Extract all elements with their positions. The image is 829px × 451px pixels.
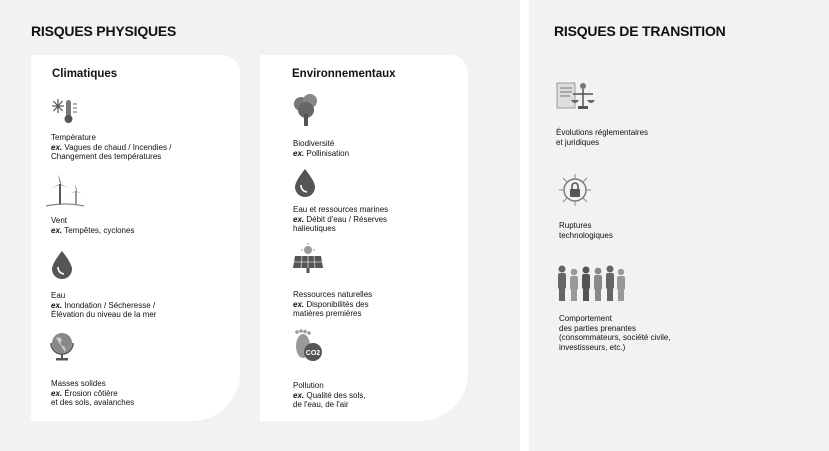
item-desc-2: Élévation du niveau de la mer bbox=[51, 310, 157, 319]
item-label: Pollution bbox=[293, 381, 324, 390]
item-desc: Disponibilités des bbox=[306, 299, 369, 309]
env-item-biodiversity bbox=[293, 139, 473, 158]
env-item-natural-resources bbox=[293, 290, 473, 319]
item-desc: Érosion côtière bbox=[64, 388, 118, 398]
item-desc: Pollinisation bbox=[306, 148, 350, 158]
physical-risks-title: RISQUES PHYSIQUES bbox=[31, 23, 177, 39]
item-desc: Qualité des sols, bbox=[306, 390, 366, 400]
wind-turbine-icon bbox=[44, 172, 86, 208]
env-item-water-marine bbox=[293, 205, 473, 234]
item-desc-2: de l'eau, de l'air bbox=[293, 400, 349, 409]
item-line-2: et juridiques bbox=[556, 137, 600, 147]
tech-lock-icon bbox=[557, 172, 593, 208]
item-line-2: des parties prenantes bbox=[559, 323, 636, 333]
item-label: Biodiversité bbox=[293, 139, 335, 148]
globe-icon bbox=[47, 330, 77, 362]
svg-text:CO2: CO2 bbox=[305, 350, 321, 357]
people-group-icon bbox=[555, 264, 627, 302]
tree-icon bbox=[291, 92, 321, 128]
example-prefix: ex. bbox=[51, 225, 63, 235]
example-prefix: ex. bbox=[293, 390, 305, 400]
thermometer-snow-icon bbox=[50, 96, 80, 126]
climatic-item-temperature bbox=[51, 133, 231, 162]
item-line-3: (consommateurs, société civile, bbox=[559, 333, 671, 342]
item-label: Température bbox=[51, 133, 96, 142]
item-label: Masses solides bbox=[51, 379, 106, 388]
transition-item-regulatory bbox=[556, 128, 796, 147]
item-label: Eau bbox=[51, 291, 66, 300]
climatic-card-title: Climatiques bbox=[52, 68, 118, 80]
item-desc-2: et des sols, avalanches bbox=[51, 398, 135, 407]
env-item-pollution bbox=[293, 381, 473, 410]
water-drop-icon bbox=[292, 168, 318, 198]
item-desc-2: matières premières bbox=[293, 309, 362, 318]
item-line-1: Ruptures bbox=[559, 221, 592, 230]
example-prefix: ex. bbox=[51, 388, 63, 398]
water-drop-icon bbox=[49, 250, 75, 280]
item-label: Ressources naturelles bbox=[293, 290, 373, 299]
item-desc: Débit d'eau / Réserves bbox=[306, 214, 388, 224]
climatic-item-water bbox=[51, 291, 231, 320]
legal-scale-icon bbox=[555, 80, 595, 114]
item-desc-2: halieutiques bbox=[293, 224, 336, 233]
environmental-card-title: Environnementaux bbox=[292, 68, 396, 80]
item-label: Eau et ressources marines bbox=[293, 205, 389, 214]
example-prefix: ex. bbox=[51, 142, 63, 152]
item-desc-2: Changement des températures bbox=[51, 152, 162, 161]
climatic-item-wind bbox=[51, 216, 231, 235]
climatic-item-solid-masses bbox=[51, 379, 231, 408]
example-prefix: ex. bbox=[51, 300, 63, 310]
example-prefix: ex. bbox=[293, 148, 305, 158]
co2-footprint-icon bbox=[291, 328, 325, 364]
item-label: Vent bbox=[51, 216, 68, 225]
item-desc: Tempêtes, cyclones bbox=[64, 225, 135, 235]
transition-risks-title: RISQUES DE TRANSITION bbox=[554, 23, 726, 39]
transition-item-technology bbox=[559, 221, 799, 240]
item-desc: Inondation / Sécheresse / bbox=[64, 300, 156, 310]
example-prefix: ex. bbox=[293, 214, 305, 224]
solar-panel-icon bbox=[291, 243, 325, 275]
item-line-1: Évolutions réglementaires bbox=[556, 128, 649, 137]
transition-item-stakeholders bbox=[559, 314, 799, 352]
item-line-4: investisseurs, etc.) bbox=[559, 342, 626, 352]
example-prefix: ex. bbox=[293, 299, 305, 309]
item-line-1: Comportement bbox=[559, 314, 612, 323]
item-line-2: technologiques bbox=[559, 230, 613, 240]
item-desc: Vagues de chaud / Incendies / bbox=[64, 142, 172, 152]
